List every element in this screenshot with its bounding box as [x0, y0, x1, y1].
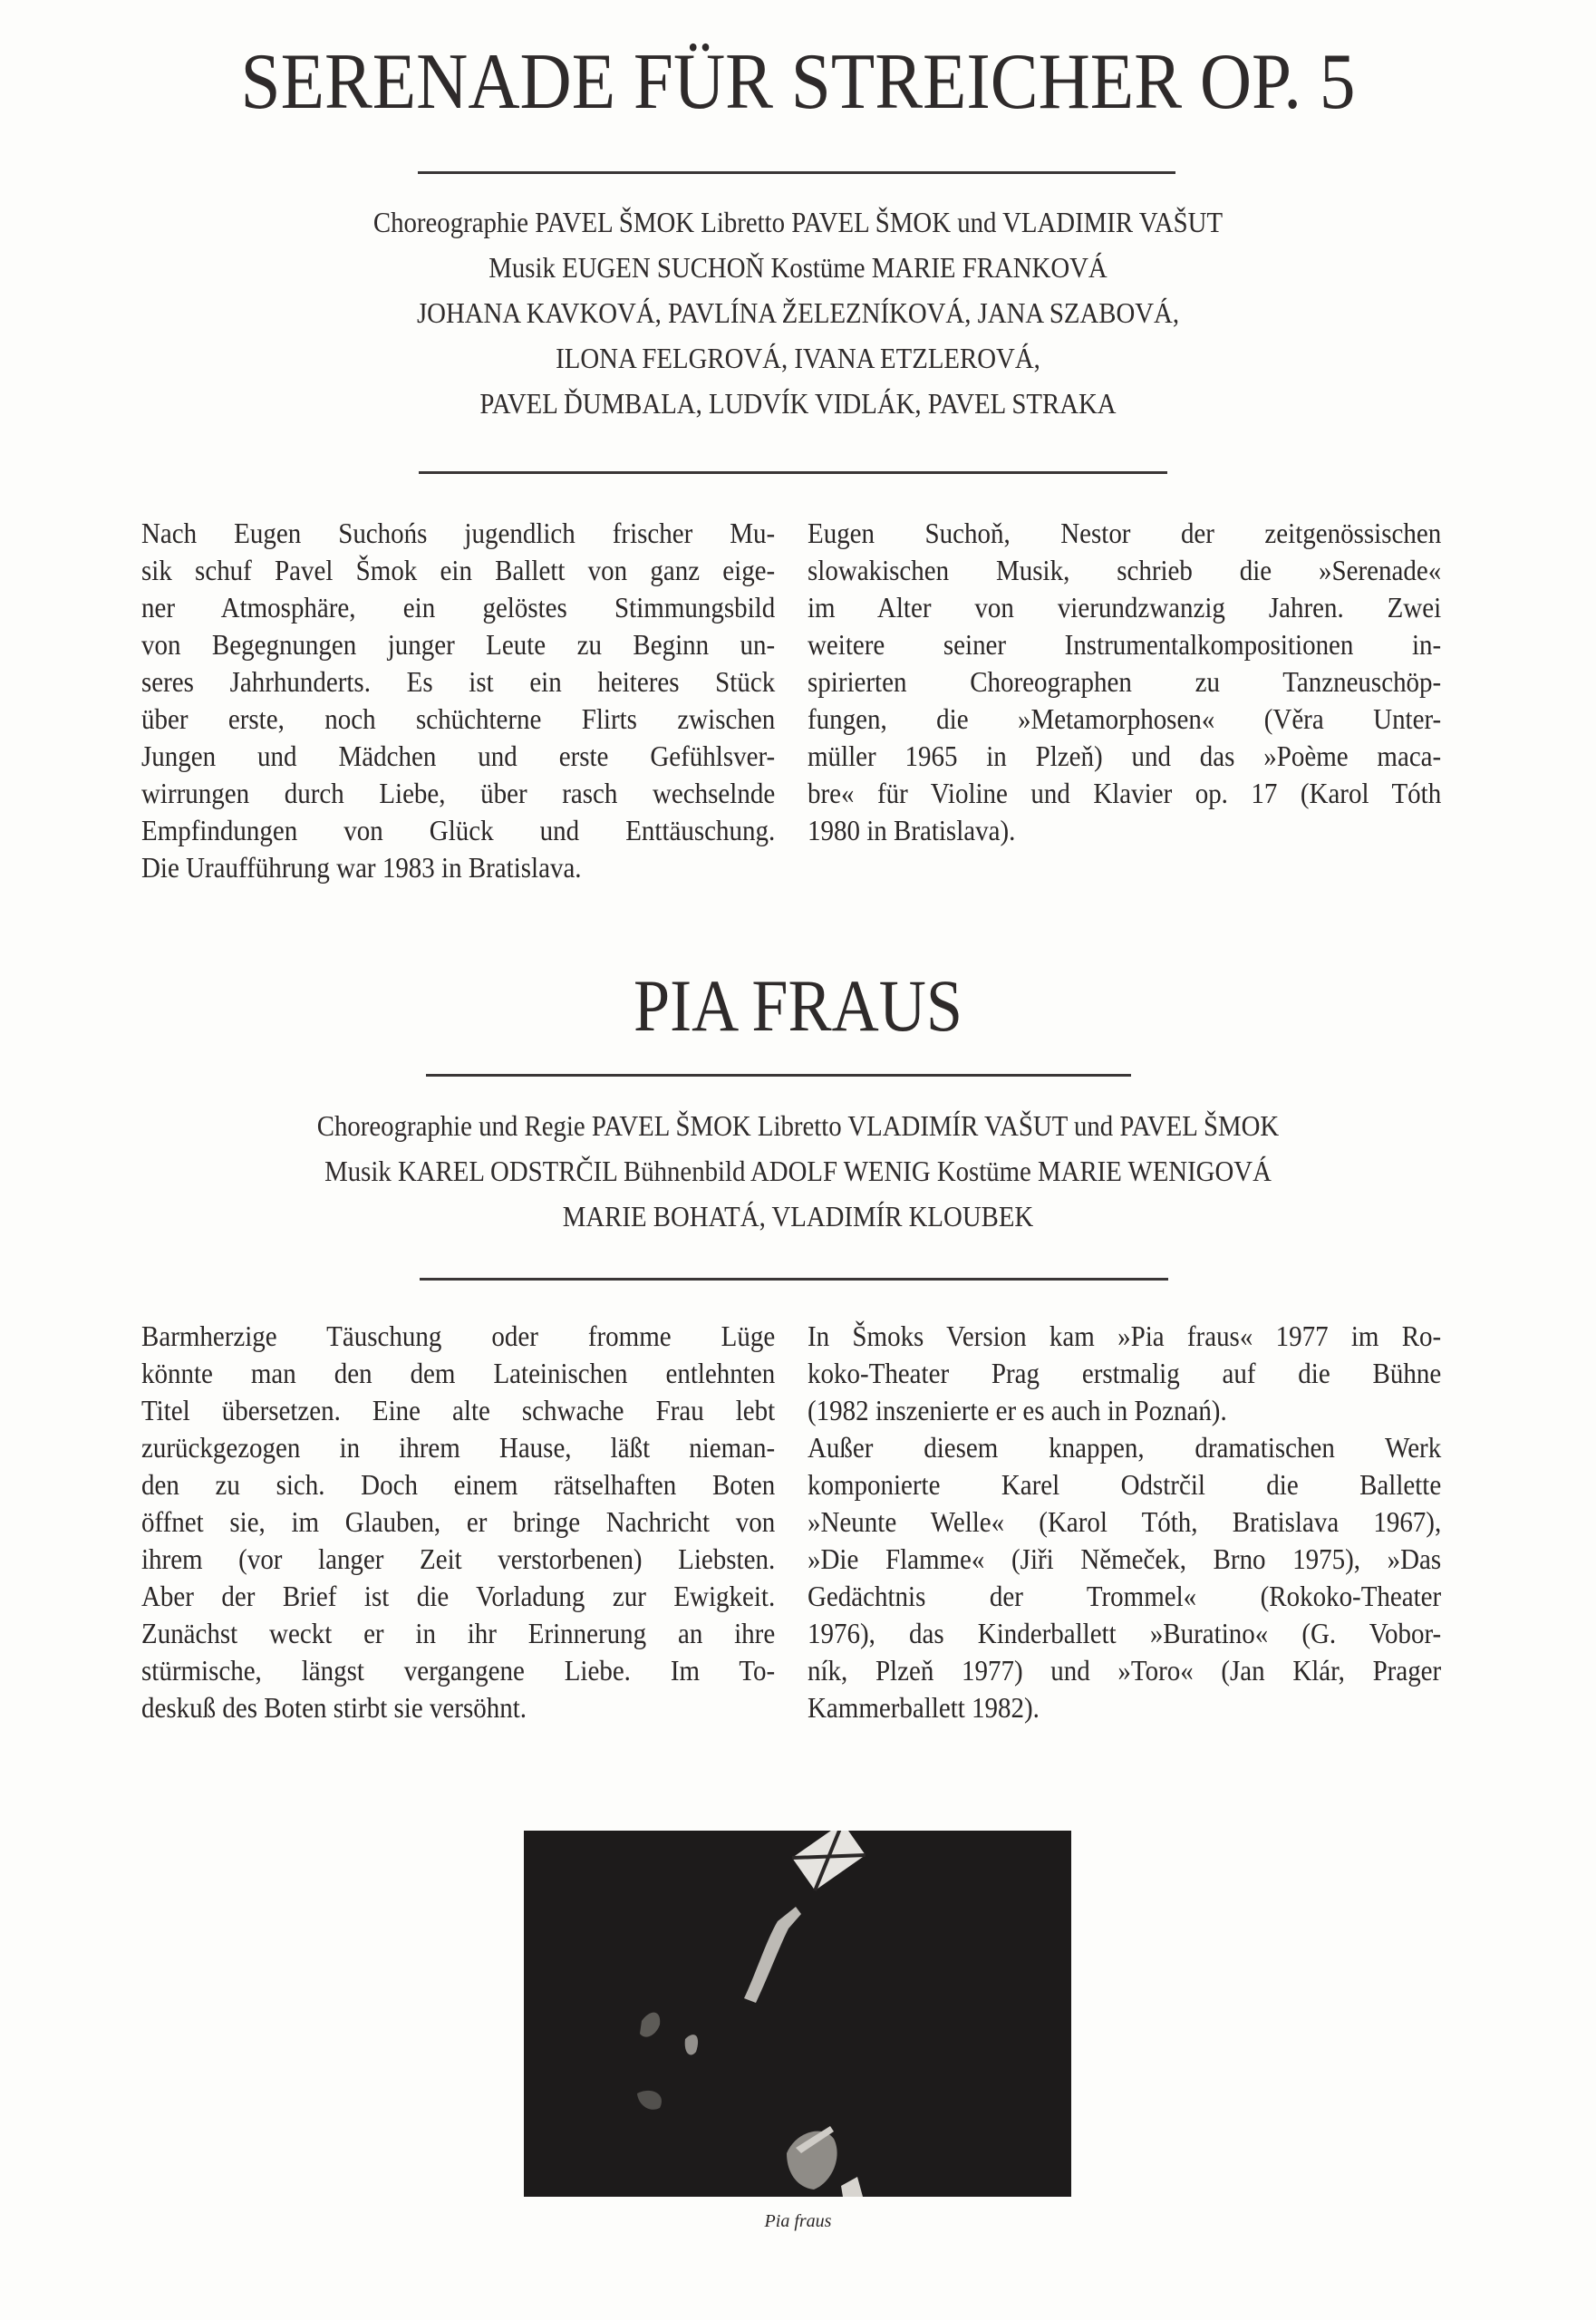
text-line: Titel übersetzen. Eine alte schwache Frau lebt: [141, 1395, 776, 1426]
text-line: Kammerballett 1982).: [808, 1692, 1040, 1724]
text-line: 1980 in Bratislava).: [808, 815, 1016, 846]
text-line: komponierte Karel Odstrčil die Ballette: [808, 1469, 1442, 1501]
text-line: Gedächtnis der Trommel« (Rokoko-Theater: [808, 1580, 1442, 1612]
text-line: (1982 inszenierte er es auch in Poznań).: [808, 1395, 1227, 1426]
text-line: deskuß des Boten stirbt sie versöhnt.: [141, 1692, 527, 1724]
credit-line: Choreographie und Regie PAVEL ŠMOK Libretto VLADIMÍR VAŠUT und PAVEL ŠMOK: [316, 1109, 1280, 1142]
section2-credits: [80, 1103, 1516, 1239]
text-line: Eugen Suchoň, Nestor der zeitgenössischen: [808, 517, 1442, 549]
credits-rule: [420, 1278, 1168, 1281]
section1-title: SERENADE FÜR STREICHER OP. 5: [240, 38, 1356, 126]
text-line: seres Jahrhunderts. Es ist ein heiteres Stück: [141, 666, 776, 698]
credit-line: ILONA FELGROVÁ, IVANA ETZLEROVÁ,: [556, 342, 1040, 374]
text-line: 1976), das Kinderballett »Buratino« (G. Vobor-: [808, 1618, 1442, 1649]
text-line: Zunächst weckt er in ihr Erinnerung an ihre: [141, 1618, 776, 1649]
text-line: fungen, die »Metamorphosen« (Věra Unter-: [808, 703, 1442, 735]
text-line: In Šmoks Version kam »Pia fraus« 1977 im Ro-: [808, 1320, 1442, 1352]
text-line: Die Uraufführung war 1983 in Bratislava.: [141, 852, 582, 884]
section1-right-column: [808, 515, 1441, 849]
photo-caption: Pia fraus: [764, 2211, 832, 2231]
text-line: »Die Flamme« (Jiři Němeček, Brno 1975), »Das: [808, 1543, 1442, 1575]
text-line: slowakischen Musik, schrieb die »Serenade«: [808, 555, 1442, 586]
credit-line: MARIE BOHATÁ, VLADIMÍR KLOUBEK: [562, 1200, 1034, 1232]
credit-line: PAVEL ĎUMBALA, LUDVÍK VIDLÁK, PAVEL STRAKA: [479, 387, 1117, 420]
credit-line: Musik KAREL ODSTRČIL Bühnenbild ADOLF WENIG Kostüme MARIE WENIGOVÁ: [324, 1155, 1272, 1187]
text-line: öffnet sie, im Glauben, er bringe Nachricht von: [141, 1506, 776, 1538]
title-rule: [426, 1074, 1131, 1077]
text-line: »Neunte Welle« (Karol Tóth, Bratislava 1967),: [808, 1506, 1442, 1538]
text-line: Nach Eugen Suchońs jugendlich frischer Mu-: [141, 517, 776, 549]
credit-line: JOHANA KAVKOVÁ, PAVLÍNA ŽELEZNÍKOVÁ, JANA SZABOVÁ,: [416, 296, 1180, 329]
text-line: bre« für Violine und Klavier op. 17 (Karol Tóth: [808, 778, 1442, 809]
stage-photo: [524, 1831, 1071, 2197]
text-line: wirrungen durch Liebe, über rasch wechselnde: [141, 778, 776, 809]
text-line: sik schuf Pavel Šmok ein Ballett von ganz eige-: [141, 555, 776, 586]
text-line: zurückgezogen in ihrem Hause, läßt nieman-: [141, 1432, 776, 1464]
text-line: koko-Theater Prag erstmalig auf die Bühne: [808, 1358, 1442, 1389]
section2-title: PIA FRAUS: [634, 964, 962, 1047]
text-line: müller 1965 in Plzeň) und das »Poème maca-: [808, 740, 1442, 772]
text-line: Barmherzige Täuschung oder fromme Lüge: [141, 1320, 776, 1352]
text-line: spirierten Choreographen zu Tanzneuschöp-: [808, 666, 1442, 698]
text-line: stürmische, längst vergangene Liebe. Im To-: [141, 1655, 776, 1687]
section2-right-column: [808, 1318, 1441, 1726]
text-line: ník, Plzeň 1977) und »Toro« (Jan Klár, Prager: [808, 1655, 1442, 1687]
text-line: über erste, noch schüchterne Flirts zwischen: [141, 703, 776, 735]
text-line: Jungen und Mädchen und erste Gefühlsver-: [141, 740, 776, 772]
text-line: von Begegnungen junger Leute zu Beginn un-: [141, 629, 776, 661]
credit-line: Choreographie PAVEL ŠMOK Libretto PAVEL ŠMOK und VLADIMIR VAŠUT: [372, 206, 1224, 238]
credit-line: Musik EUGEN SUCHOŇ Kostüme MARIE FRANKOVÁ: [488, 251, 1108, 284]
credits-rule: [419, 471, 1167, 474]
section2-left-column: [141, 1318, 775, 1726]
text-line: ner Atmosphäre, ein gelöstes Stimmungsbild: [141, 592, 776, 624]
section1-credits: [80, 199, 1516, 426]
text-line: weitere seiner Instrumentalkompositionen in-: [808, 629, 1442, 661]
text-line: im Alter von vierundzwanzig Jahren. Zwei: [808, 592, 1442, 624]
section1-left-column: [141, 515, 775, 886]
text-line: ihrem (vor langer Zeit verstorbenen) Liebsten.: [141, 1543, 776, 1575]
title-rule: [418, 171, 1175, 174]
text-line: könnte man den dem Lateinischen entlehnten: [141, 1358, 776, 1389]
text-line: den zu sich. Doch einem rätselhaften Boten: [141, 1469, 776, 1501]
text-line: Aber der Brief ist die Vorladung zur Ewigkeit.: [141, 1580, 776, 1612]
text-line: Empfindungen von Glück und Enttäuschung.: [141, 815, 776, 846]
stage-photo-illustration: [524, 1831, 1071, 2197]
text-line: Außer diesem knappen, dramatischen Werk: [808, 1432, 1442, 1464]
